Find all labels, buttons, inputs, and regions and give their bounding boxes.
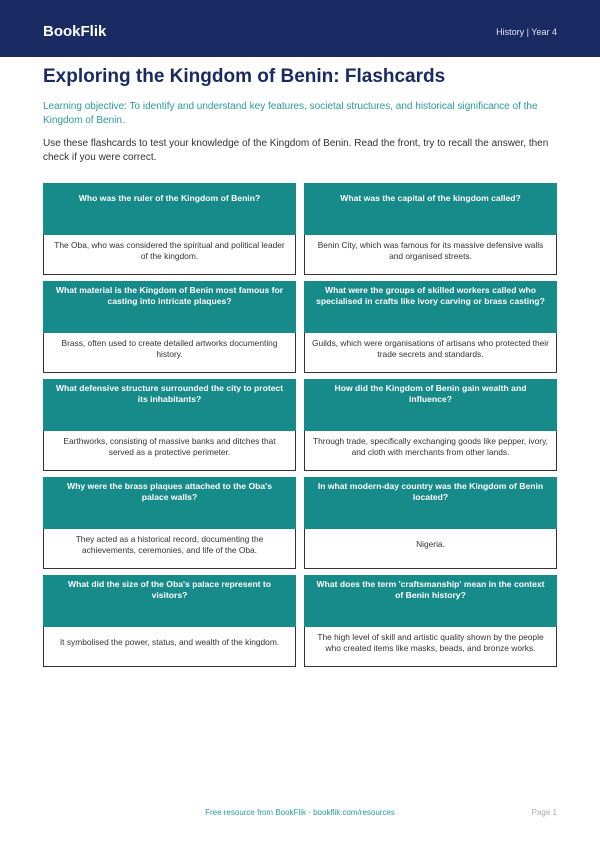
learning-objective: Learning objective: To identify and understand key features, societal structures, and historical significance of the Kingdom of Benin. bbox=[43, 101, 538, 126]
flashcard[interactable] bbox=[304, 379, 557, 471]
flashcard-answer: Benin City, which was famous for its massive defensive walls and organised streets. bbox=[304, 235, 557, 275]
flashcard-answer: They acted as a historical record, documenting the achievements, ceremonies, and life of the Oba. bbox=[43, 529, 296, 569]
breadcrumb: History | Year 4 bbox=[496, 27, 557, 37]
flashcard-answer: Nigeria. bbox=[304, 529, 557, 569]
flashcard[interactable] bbox=[304, 575, 557, 667]
flashcard-question: What material is the Kingdom of Benin most famous for casting into intricate plaques? bbox=[43, 281, 296, 333]
flashcard-question: Who was the ruler of the Kingdom of Benin? bbox=[43, 183, 296, 235]
flashcard-question: Why were the brass plaques attached to the Oba's palace walls? bbox=[43, 477, 296, 529]
flashcard-answer: Through trade, specifically exchanging goods like pepper, ivory, and cloth with merchants from other lands. bbox=[304, 431, 557, 471]
brand-logo[interactable]: BookFlik bbox=[43, 23, 107, 40]
flashcard[interactable] bbox=[43, 477, 296, 569]
flashcard[interactable] bbox=[304, 183, 557, 275]
flashcard[interactable] bbox=[43, 183, 296, 275]
flashcard[interactable] bbox=[43, 379, 296, 471]
flashcard-answer: Earthworks, consisting of massive banks and ditches that served as a protective perimeter. bbox=[43, 431, 296, 471]
flashcard-question: In what modern-day country was the Kingdom of Benin located? bbox=[304, 477, 557, 529]
page-number: Page 1 bbox=[531, 808, 557, 817]
flashcard-answer: The Oba, who was considered the spiritual and political leader of the kingdom. bbox=[43, 235, 296, 275]
flashcard-answer: Brass, often used to create detailed artworks documenting history. bbox=[43, 333, 296, 373]
flashcard-question: What defensive structure surrounded the city to protect its inhabitants? bbox=[43, 379, 296, 431]
footer-link[interactable]: Free resource from BookFlik · bookflik.com/resources bbox=[205, 808, 395, 817]
page-title: Exploring the Kingdom of Benin: Flashcards bbox=[43, 66, 446, 87]
flashcard-question: What does the term 'craftsmanship' mean in the context of Benin history? bbox=[304, 575, 557, 627]
flashcard-answer: The high level of skill and artistic quality shown by the people who created items like masks, beads, and bronze works. bbox=[304, 627, 557, 667]
flashcard-question: How did the Kingdom of Benin gain wealth and influence? bbox=[304, 379, 557, 431]
flashcard[interactable] bbox=[43, 281, 296, 373]
intro-text: Use these flashcards to test your knowledge of the Kingdom of Benin. Read the front, try to recall the answer, then check if you were correct. bbox=[43, 138, 549, 163]
header-bar bbox=[0, 0, 600, 57]
flashcard-question: What did the size of the Oba's palace represent to visitors? bbox=[43, 575, 296, 627]
flashcard-question: What was the capital of the kingdom called? bbox=[304, 183, 557, 235]
flashcard[interactable] bbox=[43, 575, 296, 667]
flashcard[interactable] bbox=[304, 477, 557, 569]
flashcard[interactable] bbox=[304, 281, 557, 373]
flashcard-answer: Guilds, which were organisations of artisans who protected their trade secrets and standards. bbox=[304, 333, 557, 373]
flashcard-question: What were the groups of skilled workers called who specialised in crafts like ivory carving or brass casting? bbox=[304, 281, 557, 333]
flashcard-answer: It symbolised the power, status, and wealth of the kingdom. bbox=[43, 627, 296, 667]
